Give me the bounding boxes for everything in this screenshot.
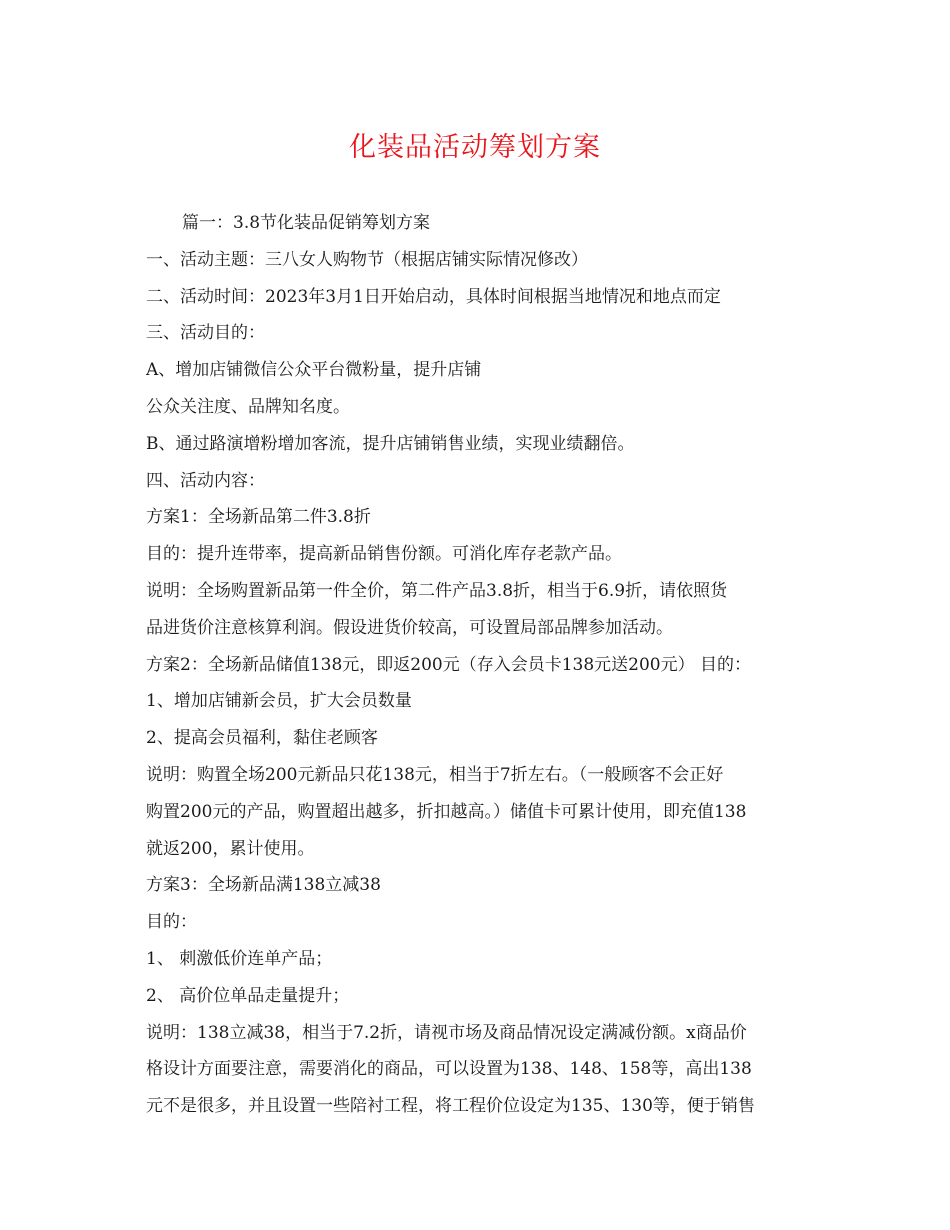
paragraph-line: 1、增加店铺新会员，扩大会员数量: [146, 691, 412, 712]
document-title: 化装品活动筹划方案: [349, 132, 601, 163]
paragraph-line: 篇一：3.8节化装品促销筹划方案: [182, 213, 431, 233]
paragraph-line: 说明：全场购置新品第一件全价，第二件产品3.8折，相当于6.9折，请依照货: [146, 580, 728, 601]
paragraph-line: 1、 刺激低价连单产品；: [146, 948, 333, 969]
paragraph-line: 二、活动时间：2023年3月1日开始启动，具体时间根据当地情况和地点而定: [146, 286, 721, 307]
paragraph-line: 方案3：全场新品满138立减38: [146, 875, 381, 896]
paragraph-line: 四、活动内容：: [146, 470, 265, 491]
paragraph-line: 品进货价注意核算利润。假设进货价较高，可设置局部品牌参加活动。: [146, 617, 673, 638]
paragraph-line: 就返200，累计使用。: [146, 838, 315, 859]
paragraph-line: 元不是很多，并且设置一些陪衬工程，将工程价位设定为135、130等，便于销售: [146, 1096, 755, 1117]
paragraph-line: 公众关注度、品牌知名度。: [146, 396, 350, 417]
paragraph-line: 2、提高会员福利，黏住老顾客: [146, 728, 378, 749]
paragraph-line: 说明：138立减38，相当于7.2折，请视市场及商品情况设定满减份额。x商品价: [146, 1022, 747, 1043]
paragraph-line: B、通过路演增粉增加客流，提升店铺销售业绩，实现业绩翻倍。: [146, 433, 635, 454]
paragraph-line: 一、活动主题：三八女人购物节（根据店铺实际情况修改）: [146, 249, 588, 270]
paragraph-line: 购置200元的产品，购置超出越多，折扣越高。）储值卡可累计使用，即充值138: [146, 801, 747, 822]
paragraph-line: 目的：: [146, 912, 197, 933]
paragraph-line: 说明：购置全场200元新品只花138元，相当于7折左右。（一般顾客不会正好: [146, 764, 724, 785]
paragraph-line: 目的：提升连带率，提高新品销售份额。可消化库存老款产品。: [146, 544, 622, 565]
paragraph-line: 格设计方面要注意，需要消化的商品，可以设置为138、148、158等，高出138: [146, 1059, 752, 1080]
paragraph-line: 三、活动目的：: [146, 323, 265, 344]
document-body: [146, 205, 811, 1125]
paragraph-line: 2、 高价位单品走量提升；: [146, 985, 350, 1006]
paragraph-line: 方案2：全场新品储值138元，即返200元（存入会员卡138元送200元） 目的：: [146, 654, 752, 675]
paragraph-line: 方案1：全场新品第二件3.8折: [146, 507, 371, 528]
paragraph-line: A、增加店铺微信公众平台微粉量，提升店铺: [146, 360, 482, 381]
